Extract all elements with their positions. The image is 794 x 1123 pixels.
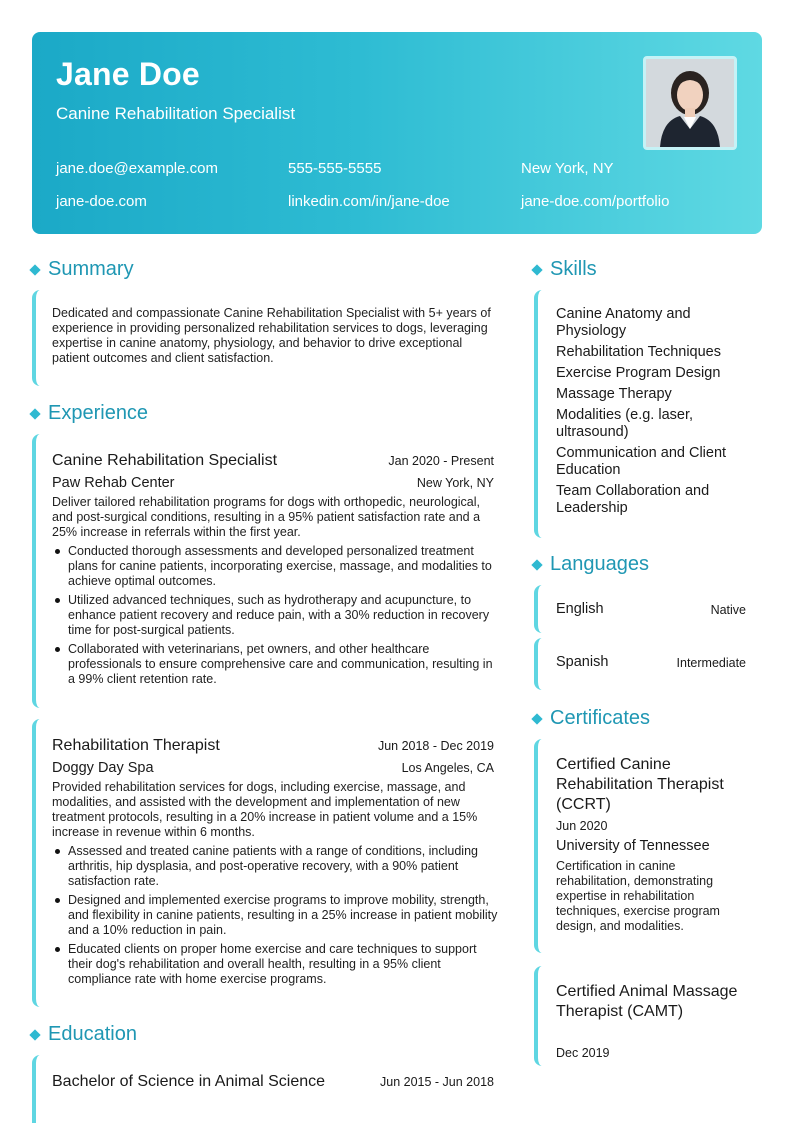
education-degree: Bachelor of Science in Animal Science [52,1073,326,1090]
language-name: English [556,601,604,617]
contact-website[interactable]: jane-doe.com [56,193,147,210]
summary-text: Dedicated and compassionate Canine Rehabilitation Specialist with 5+ years of experience in providing personalized rehabilitation services to dogs, leveraging expertise in canine anatomy, physiology, and behavior to drive exceptional patient outcomes and client satisfaction. [52,306,491,365]
profile-photo-illustration [646,59,734,147]
job-company: Paw Rehab Center [52,475,175,491]
diamond-icon [29,1029,40,1040]
skills-card [534,290,746,538]
job-description: Provided rehabilitation services for dogs, including exercise, massage, and modalities, and assisted with the development and implementation of new treatment protocols, resulting in a 20% increase in patient volume and a 15% increase in revenue within 6 months. [52,780,478,839]
job-bullet: Assessed and treated canine patients with a range of conditions, including arthritis, hip dysplasia, and post-operative recovery, with a 90% patient satisfaction rate. [52,844,498,889]
contact-email[interactable]: jane.doe@example.com [56,160,218,177]
certificate-date: Jun 2020 [556,819,608,833]
experience-section-title: Experience [29,402,148,425]
diamond-icon [29,408,40,419]
summary-section-title: Summary [29,258,134,281]
education-section-title: Education [29,1023,137,1046]
language-name: Spanish [556,654,609,670]
language-card [534,638,746,690]
skill-item: Communication and Client Education [556,445,727,478]
summary-card [32,290,494,386]
job-company: Doggy Day Spa [52,760,154,776]
skill-item: Canine Anatomy and Physiology [556,306,691,339]
language-card [534,585,746,633]
contact-location: New York, NY [521,160,614,177]
education-date: Jun 2015 - Jun 2018 [380,1075,494,1089]
job-bullet: Conducted thorough assessments and developed personalized treatment plans for canine patients, incorporating exercise, massage, and modalities to achieve optimal outcomes. [52,544,498,589]
job-location: Los Angeles, CA [401,761,494,775]
diamond-icon [531,264,542,275]
contact-phone[interactable]: 555-555-5555 [288,160,382,177]
job-bullet: Utilized advanced techniques, such as hydrotherapy and acupuncture, to enhance patient recovery and reduce pain, with a 30% reduction in recovery time for post-surgical patients. [52,593,498,638]
diamond-icon [531,713,542,724]
certificate-card [534,739,746,953]
diamond-icon [531,559,542,570]
education-card [32,1055,494,1123]
job-date: Jun 2018 - Dec 2019 [377,739,494,753]
skills-section-title: Skills [531,258,597,281]
job-bullet: Collaborated with veterinarians, pet owners, and other healthcare professionals to ensure comprehensive care and communication, resulting in a 99% client retention rate. [52,642,498,687]
skills-list [556,306,746,521]
profile-photo [643,56,737,150]
job-title: Rehabilitation Therapist [52,737,220,754]
language-level: Intermediate [676,656,746,670]
skill-item: Modalities (e.g. laser, ultrasound) [556,407,694,440]
job-bullet: Educated clients on proper home exercise and care techniques to support their dog's rehabilitation and overall health, resulting in a 95% client compliance rate with home exercise programs. [52,942,498,987]
certificate-description: Certification in canine rehabilitation, demonstrating expertise in rehabilitation techniques, exercise program design, and modalities. [556,859,720,933]
language-level: Native [710,603,746,617]
candidate-name: Jane Doe [56,56,200,92]
job-bullets [52,544,498,691]
job-title: Canine Rehabilitation Specialist [52,452,278,469]
candidate-role: Canine Rehabilitation Specialist [56,104,296,123]
contact-linkedin[interactable]: linkedin.com/in/jane-doe [288,193,450,210]
experience-card [32,719,498,1007]
job-location: New York, NY [416,476,494,490]
job-date: Jan 2020 - Present [388,454,494,468]
job-bullet: Designed and implemented exercise programs to improve mobility, strength, and flexibility in canine patients, resulting in a 25% increase in patient mobility and a 10% reduction in pain. [52,893,498,938]
skill-item: Exercise Program Design [556,365,721,381]
job-bullets [52,844,498,991]
certificate-date: Dec 2019 [556,1046,610,1060]
job-description: Deliver tailored rehabilitation programs for dogs with orthopedic, neurological, and post-surgical conditions, resulting in a 95% patient satisfaction rate and a 25% increase in referrals within the first year. [52,495,481,539]
experience-card [32,434,494,708]
diamond-icon [29,264,40,275]
certificate-org: University of Tennessee [556,838,710,854]
skill-item: Rehabilitation Techniques [556,344,721,360]
skill-item: Team Collaboration and Leadership [556,483,710,516]
certificate-name: Certified Animal Massage Therapist (CAMT) [556,983,738,1020]
certificates-section-title: Certificates [531,707,650,730]
certificate-card [534,966,746,1066]
contact-portfolio[interactable]: jane-doe.com/portfolio [521,193,670,210]
certificate-name: Certified Canine Rehabilitation Therapist (CCRT) [556,756,724,813]
resume-header [32,32,762,234]
skill-item: Massage Therapy [556,386,672,402]
languages-section-title: Languages [531,553,649,576]
